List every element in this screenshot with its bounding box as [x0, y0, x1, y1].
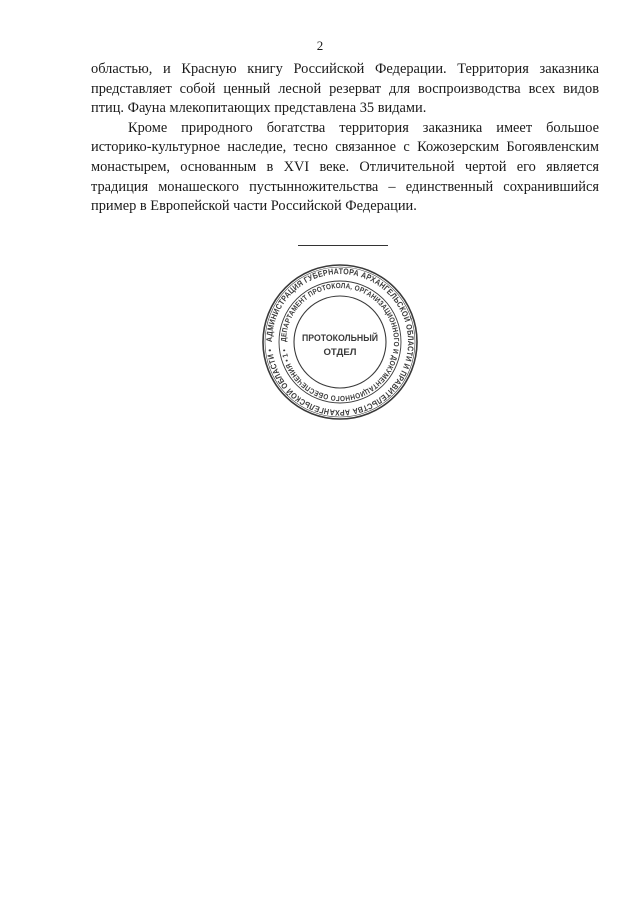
- document-body: [91, 60, 599, 217]
- paragraph-heritage: Кроме природного богатства территория заказника имеет большое историко-культурное наследие, тесно связанное с Кожозерским Богоявленским монастырем, основанным в XVI веке. Отличительной чертой его является традиция монашеского пустынножительства – единственный сохранившийся пример в Европейской части Российской Федерации.: [91, 119, 599, 215]
- page-number: 2: [316, 38, 324, 53]
- separator-line: [298, 245, 388, 246]
- seal-outer-text: АДМИНИСТРАЦИЯ ГУБЕРНАТОРА АРХАНГЕЛЬСКОЙ ОБЛАСТИ И ПРАВИТЕЛЬСТВА АРХАНГЕЛЬСКОЙ ОБЛАСТИ •: [264, 266, 416, 418]
- seal-center-line2: ОТДЕЛ: [323, 347, 357, 358]
- official-seal: [260, 262, 420, 422]
- seal-graphic: [260, 262, 420, 422]
- seal-inner-text: ДЕПАРТАМЕНТ ПРОТОКОЛА, ОРГАНИЗАЦИОННОГО И ДОКУМЕНТАЦИОННОГО ОБЕСПЕЧЕНИЯ • 1 •: [278, 280, 402, 404]
- seal-center-line1: ПРОТОКОЛЬНЫЙ: [302, 333, 386, 344]
- paragraph-fauna: областью, и Красную книгу Российской Федерации. Территория заказника представляет собой ценный лесной резерват для воспроизводства всех видов птиц. Фауна млекопитающих представлена 35 видами.: [91, 61, 599, 117]
